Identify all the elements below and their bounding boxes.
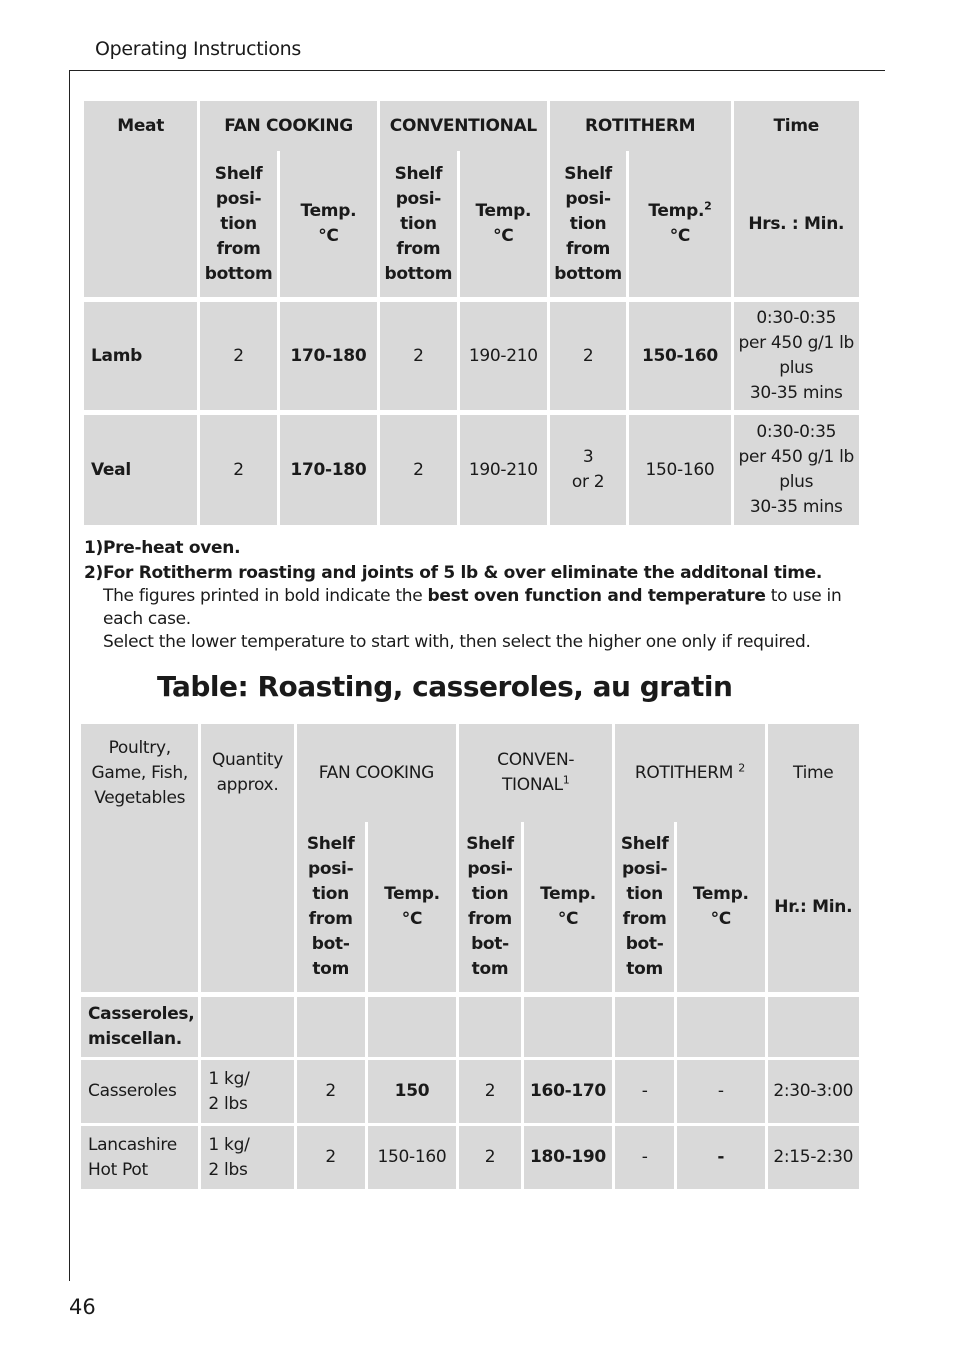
time-cell: 0:30-0:35 per 450 g/1 lb plus 30-35 mins	[734, 415, 860, 525]
roti-temp-cell: -	[677, 1060, 764, 1123]
conv-shelf-cell: 2	[459, 1060, 521, 1123]
roti-shelf-cell: -	[615, 1126, 674, 1189]
conventional-header: CONVEN- TIONAL$^1$	[459, 724, 612, 822]
page-number: 46	[69, 1295, 96, 1319]
fan-shelf-cell: 2	[200, 302, 277, 410]
time-cell: 0:30-0:35 per 450 g/1 lb plus 30-35 mins	[734, 302, 860, 410]
footnote-2: 2)For Rotitherm roasting and joints of 5 lb & over eliminate the additonal time.	[84, 563, 823, 583]
section-title: Table: Roasting, casseroles, au gratin	[157, 670, 733, 703]
roti-shelf-header: Shelf posi- tion from bot- tom	[615, 822, 674, 992]
time-header: Time	[768, 724, 860, 822]
meat-header-blank	[84, 151, 197, 297]
conv-temp-cell: 180-190	[524, 1126, 612, 1189]
fan-shelf-cell: 2	[200, 415, 277, 525]
roti-shelf-cell: 3 or 2	[550, 415, 627, 525]
fan-shelf-cell: 2	[297, 1126, 365, 1189]
fan-temp-header: Temp. °C	[280, 151, 377, 297]
conv-shelf-header: Shelf posi- tion from bottom	[380, 151, 457, 297]
conv-shelf-cell: 2	[380, 302, 457, 410]
roti-temp-header: Temp.$^2$ °C	[629, 151, 730, 297]
header-rule	[69, 70, 885, 71]
meat-header: Meat	[84, 101, 197, 151]
roti-temp-cell: 150-160	[629, 415, 730, 525]
table-row	[84, 415, 859, 525]
time-cell: 2:15-2:30	[768, 1126, 860, 1189]
category-row	[81, 997, 859, 1057]
fan-temp-cell: 150	[368, 1060, 456, 1123]
conv-shelf-header: Shelf posi- tion from bot- tom	[459, 822, 521, 992]
fan-temp-header: Temp. °C	[368, 822, 456, 992]
conv-temp-cell: 160-170	[524, 1060, 612, 1123]
roti-temp-header: Temp. °C	[677, 822, 764, 992]
conv-shelf-cell: 2	[459, 1126, 521, 1189]
item-header: Poultry, Game, Fish, Vegetables	[81, 724, 198, 992]
fan-shelf-cell: 2	[297, 1060, 365, 1123]
table-row	[81, 1126, 859, 1189]
meat-roasting-table	[81, 101, 862, 525]
roti-temp-cell: -	[677, 1126, 764, 1189]
time-unit-header: Hr.: Min.	[768, 822, 860, 992]
category-cell: Casseroles, miscellan.	[81, 997, 198, 1057]
roti-shelf-cell: -	[615, 1060, 674, 1123]
time-cell: 2:30-3:00	[768, 1060, 860, 1123]
conv-temp-header: Temp. °C	[524, 822, 612, 992]
time-header: Time	[734, 101, 860, 151]
conventional-header: CONVENTIONAL	[380, 101, 547, 151]
conv-temp-header: Temp. °C	[460, 151, 547, 297]
bold-figures-note: The figures printed in bold indicate the best oven function and temperature to use in each case.	[103, 586, 842, 629]
fan-temp-cell: 170-180	[280, 415, 377, 525]
meat-cell: Lamb	[84, 302, 197, 410]
fan-cooking-header: FAN COOKING	[297, 724, 457, 822]
quantity-cell: 1 kg/ 2 lbs	[201, 1126, 293, 1189]
rotitherm-header: ROTITHERM	[550, 101, 731, 151]
footnote-1: 1)Pre-heat oven.	[84, 538, 241, 558]
item-cell: Lancashire Hot Pot	[81, 1126, 198, 1189]
rotitherm-header: ROTITHERM $^2$	[615, 724, 764, 822]
quantity-cell: 1 kg/ 2 lbs	[201, 1060, 293, 1123]
roti-temp-cell: 150-160	[629, 302, 730, 410]
table-row	[84, 302, 859, 410]
time-unit-header: Hrs. : Min.	[734, 151, 860, 297]
item-cell: Casseroles	[81, 1060, 198, 1123]
conv-temp-cell: 190-210	[460, 302, 547, 410]
conv-shelf-cell: 2	[380, 415, 457, 525]
table-row	[81, 1060, 859, 1123]
table2-header-row-1	[81, 724, 859, 822]
fan-cooking-header: FAN COOKING	[200, 101, 377, 151]
footnotes	[84, 537, 844, 654]
left-margin-rule	[69, 70, 70, 1281]
fan-shelf-header: Shelf posi- tion from bottom	[200, 151, 277, 297]
quantity-header: Quantity approx.	[201, 724, 293, 992]
table1-header-row-2	[84, 151, 859, 297]
fan-temp-cell: 170-180	[280, 302, 377, 410]
roti-shelf-header: Shelf posi- tion from bottom	[550, 151, 627, 297]
running-header: Operating Instructions	[95, 38, 302, 60]
casseroles-table	[78, 724, 862, 1189]
conv-temp-cell: 190-210	[460, 415, 547, 525]
meat-cell: Veal	[84, 415, 197, 525]
lower-temperature-note: Select the lower temperature to start with, then select the higher one only if required.	[103, 632, 811, 652]
table1-header-row-1	[84, 101, 859, 151]
fan-shelf-header: Shelf posi- tion from bot- tom	[297, 822, 365, 992]
fan-temp-cell: 150-160	[368, 1126, 456, 1189]
roti-shelf-cell: 2	[550, 302, 627, 410]
